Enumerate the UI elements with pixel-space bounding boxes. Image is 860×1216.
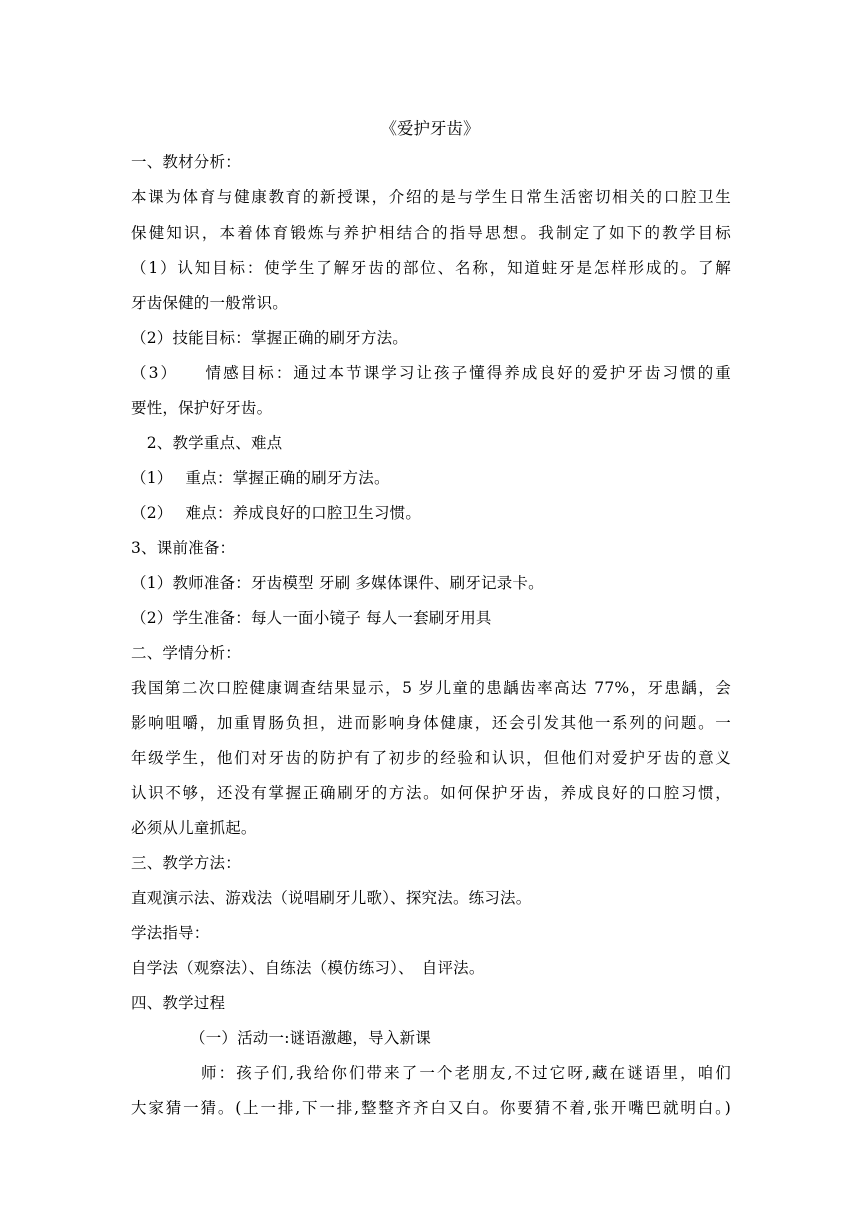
section-heading-teaching-methods: 三、教学方法： — [131, 854, 241, 872]
paragraph-line: （1）认知目标：使学生了解牙齿的部位、名称，知道蛀牙是怎样形成的。了解 — [131, 259, 731, 277]
paragraph-line: （1）教师准备：牙齿模型 牙刷 多媒体课件、刷牙记录卡。 — [131, 574, 544, 592]
paragraph-line: 保健知识，本着体育锻炼与养护相结合的指导思想。我制定了如下的教学目标 — [131, 224, 731, 242]
paragraph-line: （2）技能目标：掌握正确的刷牙方法。 — [131, 329, 408, 347]
document-title: 《爱护牙齿》 — [380, 119, 480, 138]
paragraph-line: 自学法（观察法）、自练法（模仿练习）、 自评法。 — [131, 959, 485, 977]
section-heading-preparation: 3、课前准备： — [131, 539, 236, 557]
paragraph-line: 师：孩子们,我给你们带来了一个老朋友,不过它呀,藏在谜语里，咱们 — [201, 1064, 731, 1082]
paragraph-line: （3） 情感目标：通过本节课学习让孩子懂得养成良好的爱护牙齿习惯的重 — [131, 364, 731, 382]
section-heading-key-points: 2、教学重点、难点 — [131, 434, 283, 452]
paragraph-line: （2）学生准备：每人一面小镜子 每人一套刷牙用具 — [131, 609, 492, 627]
activity-heading: （一）活动一:谜语激趣，导入新课 — [190, 1029, 431, 1047]
paragraph-line: 必须从儿童抓起。 — [131, 819, 257, 837]
paragraph-line: 大家猜一猜。(上一排,下一排,整整齐齐白又白。你要猜不着,张开嘴巴就明白。) — [131, 1099, 731, 1117]
paragraph-line: 要性，保护好牙齿。 — [131, 399, 273, 417]
section-heading-textbook-analysis: 一、教材分析： — [131, 153, 241, 171]
subheading-study-guidance: 学法指导： — [131, 924, 210, 942]
paragraph-line: 年级学生，他们对牙齿的防护有了初步的经验和认识，但他们对爱护牙齿的意义 — [131, 749, 731, 767]
section-heading-teaching-process: 四、教学过程 — [131, 994, 226, 1012]
paragraph-line: 本课为体育与健康教育的新授课，介绍的是与学生日常生活密切相关的口腔卫生 — [131, 188, 731, 206]
paragraph-line: 直观演示法、游戏法（说唱刷牙儿歌）、探究法。练习法。 — [131, 889, 532, 907]
paragraph-line: （2） 难点：养成良好的口腔卫生习惯。 — [131, 504, 422, 522]
paragraph-line: 认识不够，还没有掌握正确刷牙的方法。如何保护牙齿，养成良好的口腔习惯， — [131, 784, 731, 802]
paragraph-line: 影响咀嚼，加重胃肠负担，进而影响身体健康，还会引发其他一系列的问题。一 — [131, 714, 731, 732]
paragraph-line: 牙齿保健的一般常识。 — [131, 294, 289, 312]
paragraph-line: （1） 重点：掌握正确的刷牙方法。 — [131, 469, 390, 487]
paragraph-line: 我国第二次口腔健康调查结果显示，5 岁儿童的患龋齿率高达 77%，牙患龋，会 — [131, 679, 731, 697]
section-heading-student-analysis: 二、学情分析： — [131, 644, 241, 662]
